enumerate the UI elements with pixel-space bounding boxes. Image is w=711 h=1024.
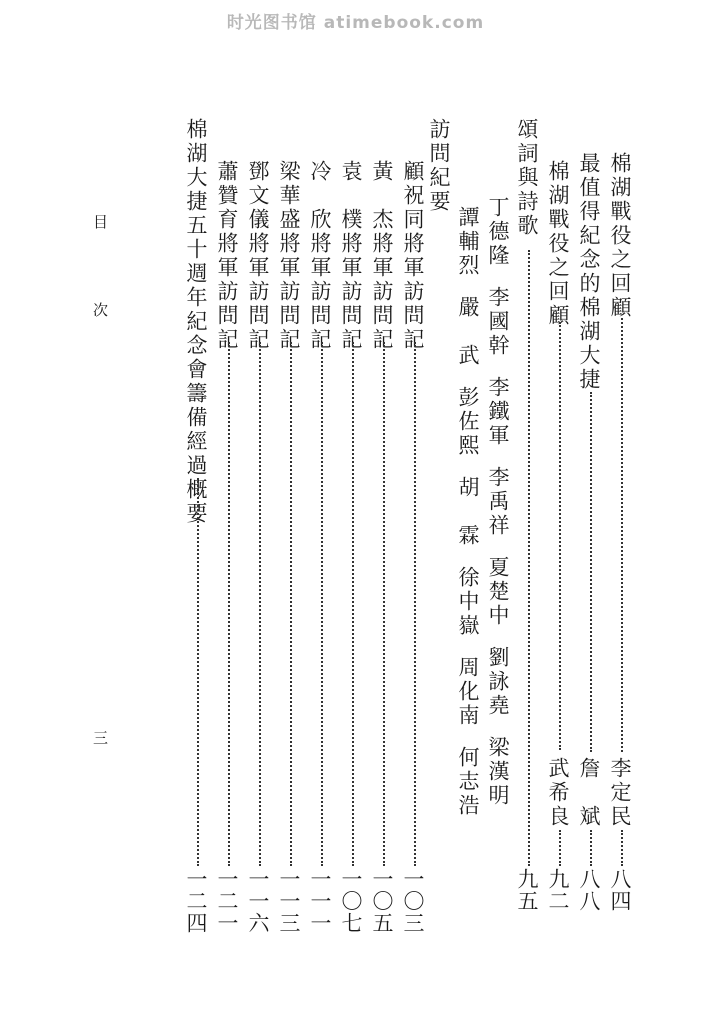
leader-dots: [590, 392, 592, 752]
poet-name: 劉詠堯: [486, 646, 510, 718]
entry-page: 一一一: [308, 868, 332, 934]
poet-column-1: [487, 196, 508, 808]
entry-title: 袁 樸將軍訪問記: [339, 160, 363, 352]
poet-name: 嚴 武: [456, 296, 480, 368]
group-heading-fang-wen: 訪問紀要: [427, 118, 451, 214]
entry-author: 武希良: [546, 757, 570, 829]
entry-page: 一二四: [184, 868, 208, 934]
leader-dots: [559, 322, 561, 750]
watermark: 时光图书馆 atimebook.com: [226, 13, 485, 33]
entry-page: 八八: [577, 868, 601, 912]
entry-title: 棉湖大捷五十週年紀念會籌備經過概要: [184, 118, 208, 526]
leader-dots: [590, 830, 592, 866]
poet-name: 周化南: [456, 656, 480, 728]
entry-author: 李定民: [608, 757, 632, 829]
entry-title: 顧祝同將軍訪問記: [401, 160, 425, 352]
toc-header-mu: 目: [91, 214, 109, 229]
poet-name: 胡 霖: [456, 476, 480, 548]
entry-page: 一一三: [277, 868, 301, 934]
entry-page: 九二: [546, 868, 570, 912]
poet-name: 梁漢明: [486, 736, 510, 808]
poet-name: 李鐵軍: [486, 376, 510, 448]
entry-title: 鄧文儀將軍訪問記: [246, 160, 270, 352]
entry-page: 一一六: [246, 868, 270, 934]
toc-header-ci: 次: [91, 302, 109, 317]
poet-name: 李國幹: [486, 286, 510, 358]
entry-page: 八四: [608, 868, 632, 912]
leader-dots: [228, 342, 230, 866]
entry-title: 冷 欣將軍訪問記: [308, 160, 332, 352]
poet-name: 李禹祥: [486, 466, 510, 538]
leader-dots: [383, 342, 385, 866]
leader-dots: [321, 342, 323, 866]
poet-name: 譚輔烈: [456, 206, 480, 278]
entry-page: 九五: [515, 868, 539, 912]
entry-title: 最值得紀念的棉湖大捷: [577, 152, 601, 392]
entry-title: 棉湖戰役之回顧: [546, 160, 570, 328]
leader-dots: [259, 342, 261, 866]
poet-name: 何志浩: [456, 746, 480, 818]
poet-name: 丁德隆: [486, 196, 510, 268]
entry-page: 一〇三: [401, 868, 425, 934]
leader-dots: [559, 830, 561, 866]
poet-name: 彭佐熙: [456, 386, 480, 458]
entry-author: 詹 斌: [577, 757, 601, 829]
group-heading-song-ci: 頌詞與詩歌: [515, 118, 539, 238]
leader-dots: [528, 250, 530, 866]
page-number: 三: [91, 730, 109, 745]
leader-dots: [621, 830, 623, 866]
poet-name: 徐中嶽: [456, 566, 480, 638]
leader-dots: [414, 342, 416, 866]
leader-dots: [621, 318, 623, 752]
poet-name: 夏楚中: [486, 556, 510, 628]
entry-title: 黃 杰將軍訪問記: [370, 160, 394, 352]
entry-page: 一〇七: [339, 868, 363, 934]
entry-title: 蕭贊育將軍訪問記: [215, 160, 239, 352]
entry-page: 一二一: [215, 868, 239, 934]
leader-dots: [290, 342, 292, 866]
poet-column-2: [457, 206, 478, 818]
entry-title: 棉湖戰役之回顧: [608, 152, 632, 320]
leader-dots: [352, 342, 354, 866]
entry-title: 梁華盛將軍訪問記: [277, 160, 301, 352]
leader-dots: [197, 478, 199, 866]
entry-page: 一〇五: [370, 868, 394, 934]
